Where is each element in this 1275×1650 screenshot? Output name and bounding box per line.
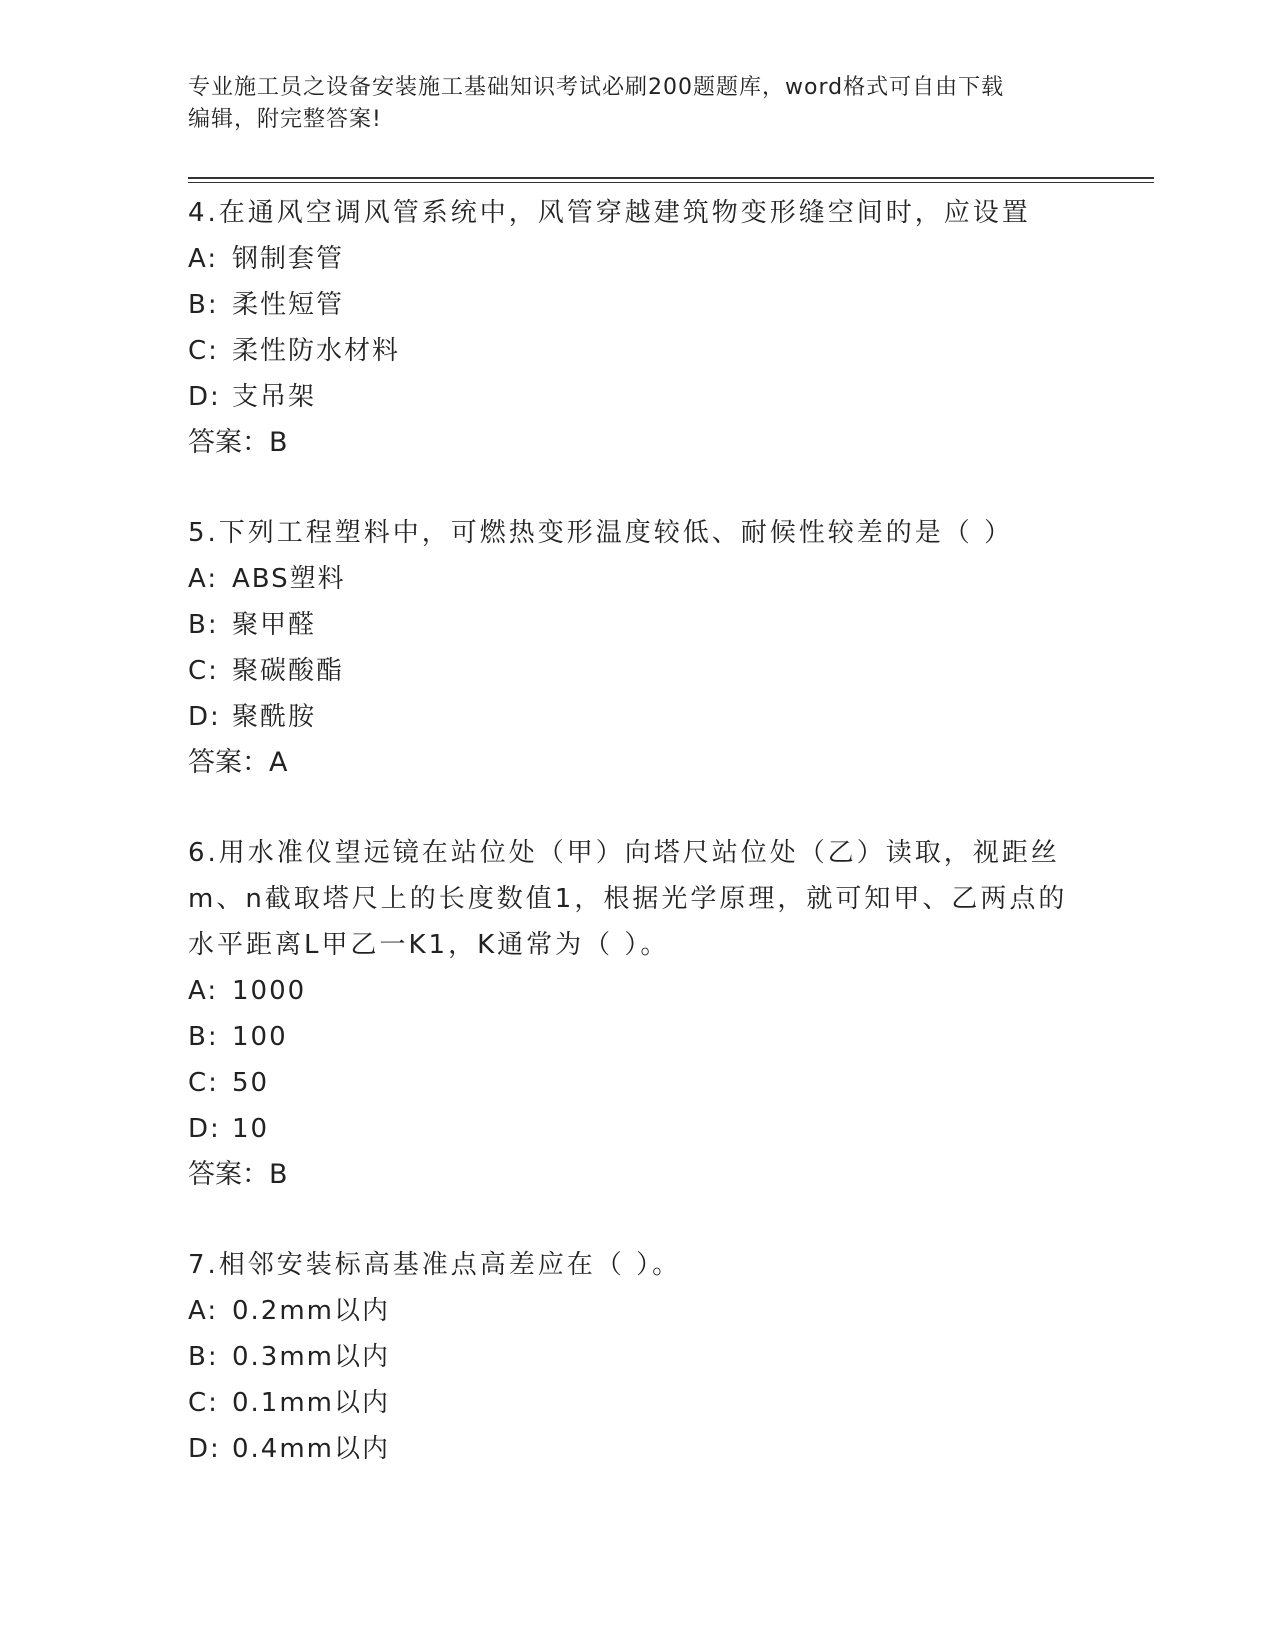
option-text: 聚甲醛 <box>232 610 317 640</box>
option-text: 聚碳酸酯 <box>232 656 345 686</box>
question-stem: 4.在通风空调风管系统中，风管穿越建筑物变形缝空间时，应设置 <box>188 198 1031 228</box>
document-header <box>188 72 1088 136</box>
header-divider-thick <box>188 177 1154 179</box>
option-label: B: <box>188 1342 219 1372</box>
option-label: D: <box>188 382 221 412</box>
option-text: 柔性防水材料 <box>232 336 401 366</box>
option-label: D: <box>188 702 221 732</box>
option-text: 0.4mm以内 <box>232 1434 391 1464</box>
question-answer: 答案：A <box>188 747 288 778</box>
question-item <box>188 510 1088 786</box>
option-label: A: <box>188 1296 219 1326</box>
option-text: 钢制套管 <box>232 244 345 274</box>
question-option-b <box>188 282 1088 328</box>
question-option-a <box>188 1288 1088 1334</box>
question-option-c <box>188 1060 1088 1106</box>
option-text: 1000 <box>232 976 307 1006</box>
header-title-line2: 编辑，附完整答案! <box>188 107 382 132</box>
option-text: 0.1mm以内 <box>232 1388 391 1418</box>
question-option-a <box>188 236 1088 282</box>
option-label: A: <box>188 564 219 594</box>
question-option-d <box>188 1426 1088 1472</box>
question-option-a <box>188 968 1088 1014</box>
option-text: 10 <box>232 1114 270 1144</box>
question-option-d <box>188 694 1088 740</box>
question-option-c <box>188 328 1088 374</box>
option-label: D: <box>188 1114 221 1144</box>
question-option-d <box>188 1106 1088 1152</box>
question-stem: 6.用水准仪望远镜在站位处（甲）向塔尺站位处（乙）读取，视距丝m、n截取塔尺上的长度数值1，根据光学原理，就可知甲、乙两点的水平距离L甲乙一K1，K通常为（ ）。 <box>188 838 1068 960</box>
header-title-line1: 专业施工员之设备安装施工基础知识考试必刷200题题库，word格式可自由下载 <box>188 75 1005 100</box>
question-item <box>188 190 1088 466</box>
option-label: C: <box>188 656 219 686</box>
question-answer: 答案：B <box>188 1159 288 1190</box>
question-stem: 5.下列工程塑料中，可燃热变形温度较低、耐候性较差的是（ ） <box>188 518 1014 548</box>
option-label: B: <box>188 610 219 640</box>
option-label: A: <box>188 244 219 274</box>
option-text: 50 <box>232 1068 270 1098</box>
question-option-d <box>188 374 1088 420</box>
option-text: ABS塑料 <box>232 564 346 594</box>
question-option-b <box>188 1334 1088 1380</box>
header-divider-thin <box>188 182 1154 183</box>
option-text: 0.2mm以内 <box>232 1296 391 1326</box>
option-label: B: <box>188 290 219 320</box>
question-stem: 7.相邻安装标高基准点高差应在（ ）。 <box>188 1250 682 1280</box>
option-text: 0.3mm以内 <box>232 1342 391 1372</box>
question-option-b <box>188 1014 1088 1060</box>
question-answer: 答案：B <box>188 427 288 458</box>
option-label: B: <box>188 1022 219 1052</box>
question-option-c <box>188 1380 1088 1426</box>
option-text: 支吊架 <box>232 382 317 412</box>
question-item <box>188 1242 1088 1472</box>
option-label: C: <box>188 1388 219 1418</box>
option-label: C: <box>188 336 219 366</box>
option-text: 柔性短管 <box>232 290 345 320</box>
questions-list <box>188 190 1088 1516</box>
option-label: C: <box>188 1068 219 1098</box>
question-option-a <box>188 556 1088 602</box>
question-option-b <box>188 602 1088 648</box>
question-option-c <box>188 648 1088 694</box>
option-text: 100 <box>232 1022 288 1052</box>
option-label: D: <box>188 1434 221 1464</box>
option-label: A: <box>188 976 219 1006</box>
option-text: 聚酰胺 <box>232 702 317 732</box>
question-item <box>188 830 1088 1198</box>
